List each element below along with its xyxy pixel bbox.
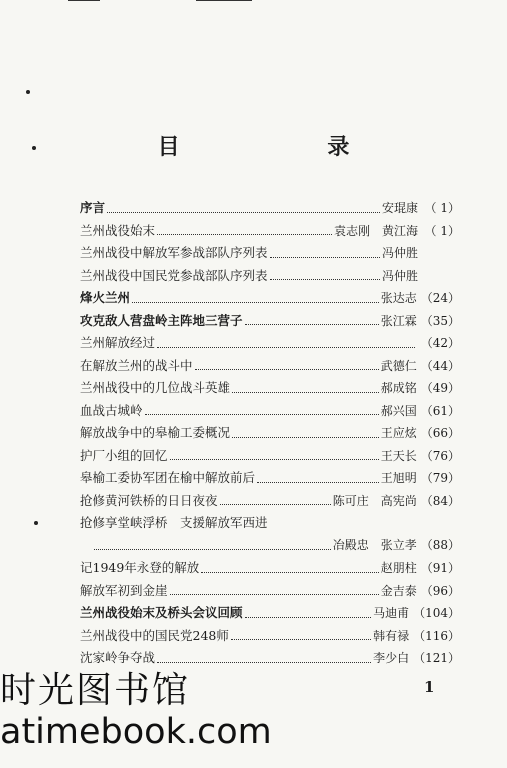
toc-entry-page: （ 1） (424, 201, 460, 215)
toc-entry-author: 陈可庄 高宪尚 (332, 493, 417, 508)
toc-entry-author: 韩有禄 (373, 628, 410, 643)
toc-entry-page: （66） (420, 426, 460, 440)
toc-entry-title: 兰州战役中的几位战斗英雄 (80, 380, 231, 395)
toc-entry-author: 金吉泰 (380, 583, 417, 598)
toc-entry-title: 兰州战役中国民党参战部队序列表 (80, 267, 268, 283)
toc-entry (80, 288, 460, 311)
toc-entry-page: （96） (420, 583, 460, 598)
toc-entry (80, 446, 460, 469)
dot-leader (170, 459, 379, 460)
toc-entry-page: （61） (420, 403, 460, 418)
toc-entry-title: 烽火兰州 (80, 290, 131, 305)
toc-entry (80, 311, 460, 334)
toc-entry-page: （116） (413, 628, 460, 643)
page-number: 1 (424, 678, 435, 696)
toc-entry-author: 李少白 (373, 651, 410, 665)
dot-leader (270, 279, 380, 280)
toc-entry-author: 袁志刚 黄江海 (333, 223, 418, 238)
table-of-contents (80, 198, 460, 671)
toc-entry-author: 赵朋柱 (380, 561, 417, 575)
toc-entry-page: （91） (420, 561, 460, 575)
toc-entry (80, 333, 460, 356)
watermark-url: atimebook.com (0, 712, 272, 752)
toc-entry-title: 皋榆工委协军团在榆中解放前后 (80, 470, 256, 485)
dot-leader (157, 347, 415, 348)
dot-leader (170, 594, 379, 595)
toc-entry-title: 兰州战役中的国民党248师 (80, 627, 229, 643)
dot-leader (157, 234, 332, 235)
toc-entry-author: 安琨康 (381, 201, 418, 215)
toc-entry-author: 张江霖 (380, 313, 417, 328)
toc-entry-author: 冯仲胜 (381, 246, 418, 260)
toc-entry-title: 护厂小组的回忆 (80, 447, 168, 463)
toc-entry-page: （ 1） (424, 223, 460, 238)
toc-entry-title: 兰州解放经过 (80, 335, 156, 350)
dot-leader (220, 504, 331, 505)
top-rule-right (196, 0, 252, 1)
dot-leader (195, 369, 379, 370)
toc-entry (80, 243, 460, 266)
toc-entry-page: （35） (420, 313, 460, 328)
toc-entry (80, 401, 460, 424)
dot-leader (201, 572, 378, 573)
toc-entry (80, 558, 460, 581)
toc-entry-author: 郝兴国 (380, 403, 417, 418)
page-title: 目 录 (157, 135, 420, 160)
toc-entry-author: 冶殿忠 张立孝 (332, 537, 417, 552)
toc-entry-title: 解放战争中的皋榆工委概况 (80, 425, 231, 440)
toc-entry (80, 468, 460, 491)
dot-leader (107, 212, 380, 213)
watermark-chinese: 时光图书馆 (0, 670, 191, 711)
toc-entry (80, 266, 460, 289)
toc-entry-author: 马迪甫 (373, 606, 410, 620)
toc-entry-author: 王天长 (380, 448, 417, 463)
toc-entry-author: 王旭明 (380, 471, 417, 485)
toc-entry-page: （49） (420, 381, 460, 395)
toc-entry-author: 冯仲胜 (381, 268, 418, 283)
toc-entry (80, 581, 460, 604)
toc-entry-title: 解放军初到金崖 (80, 582, 168, 598)
toc-entry (80, 513, 460, 536)
dot-leader (270, 257, 380, 258)
toc-entry-author: 武德仁 (380, 358, 417, 373)
dot-leader (257, 482, 379, 483)
toc-entry-page: （24） (420, 291, 460, 305)
top-rule-left (68, 0, 100, 1)
dot-leader (232, 437, 379, 438)
margin-dot (34, 521, 38, 525)
toc-entry (80, 603, 460, 626)
toc-entry (80, 378, 460, 401)
toc-entry-page: （104） (413, 606, 460, 620)
toc-entry-author: 郝成铭 (380, 381, 417, 395)
dot-leader (94, 549, 331, 550)
toc-entry (80, 356, 460, 379)
toc-entry (80, 626, 460, 649)
toc-entry-page: （121） (413, 651, 460, 665)
dot-leader (245, 617, 372, 618)
toc-entry-page: （76） (420, 448, 460, 463)
toc-entry-title: 兰州战役始末 (80, 222, 156, 238)
dot-leader (245, 324, 379, 325)
dot-leader (132, 302, 379, 303)
toc-entry-page: （42） (420, 336, 460, 350)
margin-dot (26, 90, 30, 94)
toc-entry-title: 序言 (80, 200, 106, 215)
toc-entry-title: 抢修黄河铁桥的日日夜夜 (80, 492, 218, 508)
toc-entry-title: 抢修享堂峡浮桥 支援解放军西进 (80, 515, 268, 530)
dot-leader (231, 639, 371, 640)
toc-entry-page: （84） (420, 493, 460, 508)
toc-entry-page: （44） (420, 358, 460, 373)
toc-entry-title: 兰州战役中解放军参战部队序列表 (80, 245, 268, 260)
toc-entry-title: 攻克敌人营盘岭主阵地三营子 (80, 312, 243, 328)
toc-entry (80, 536, 460, 559)
toc-entry (80, 423, 460, 446)
toc-entry-title: 兰州战役始末及桥头会议回顾 (80, 605, 243, 620)
toc-entry (80, 198, 460, 221)
dot-leader (232, 392, 379, 393)
toc-entry-title: 沈家岭争夺战 (80, 650, 156, 665)
toc-entry-title: 血战古城岭 (80, 402, 143, 418)
toc-entry (80, 221, 460, 244)
toc-entry-title: 在解放兰州的战斗中 (80, 357, 193, 373)
toc-entry-author: 张达志 (380, 291, 417, 305)
toc-entry-author: 王应炫 (380, 426, 417, 440)
toc-entry-page: （88） (420, 537, 460, 552)
toc-entry (80, 491, 460, 514)
toc-entry-page: （79） (420, 471, 460, 485)
toc-entry-title: 记1949年永登的解放 (80, 560, 200, 575)
dot-leader (145, 414, 379, 415)
